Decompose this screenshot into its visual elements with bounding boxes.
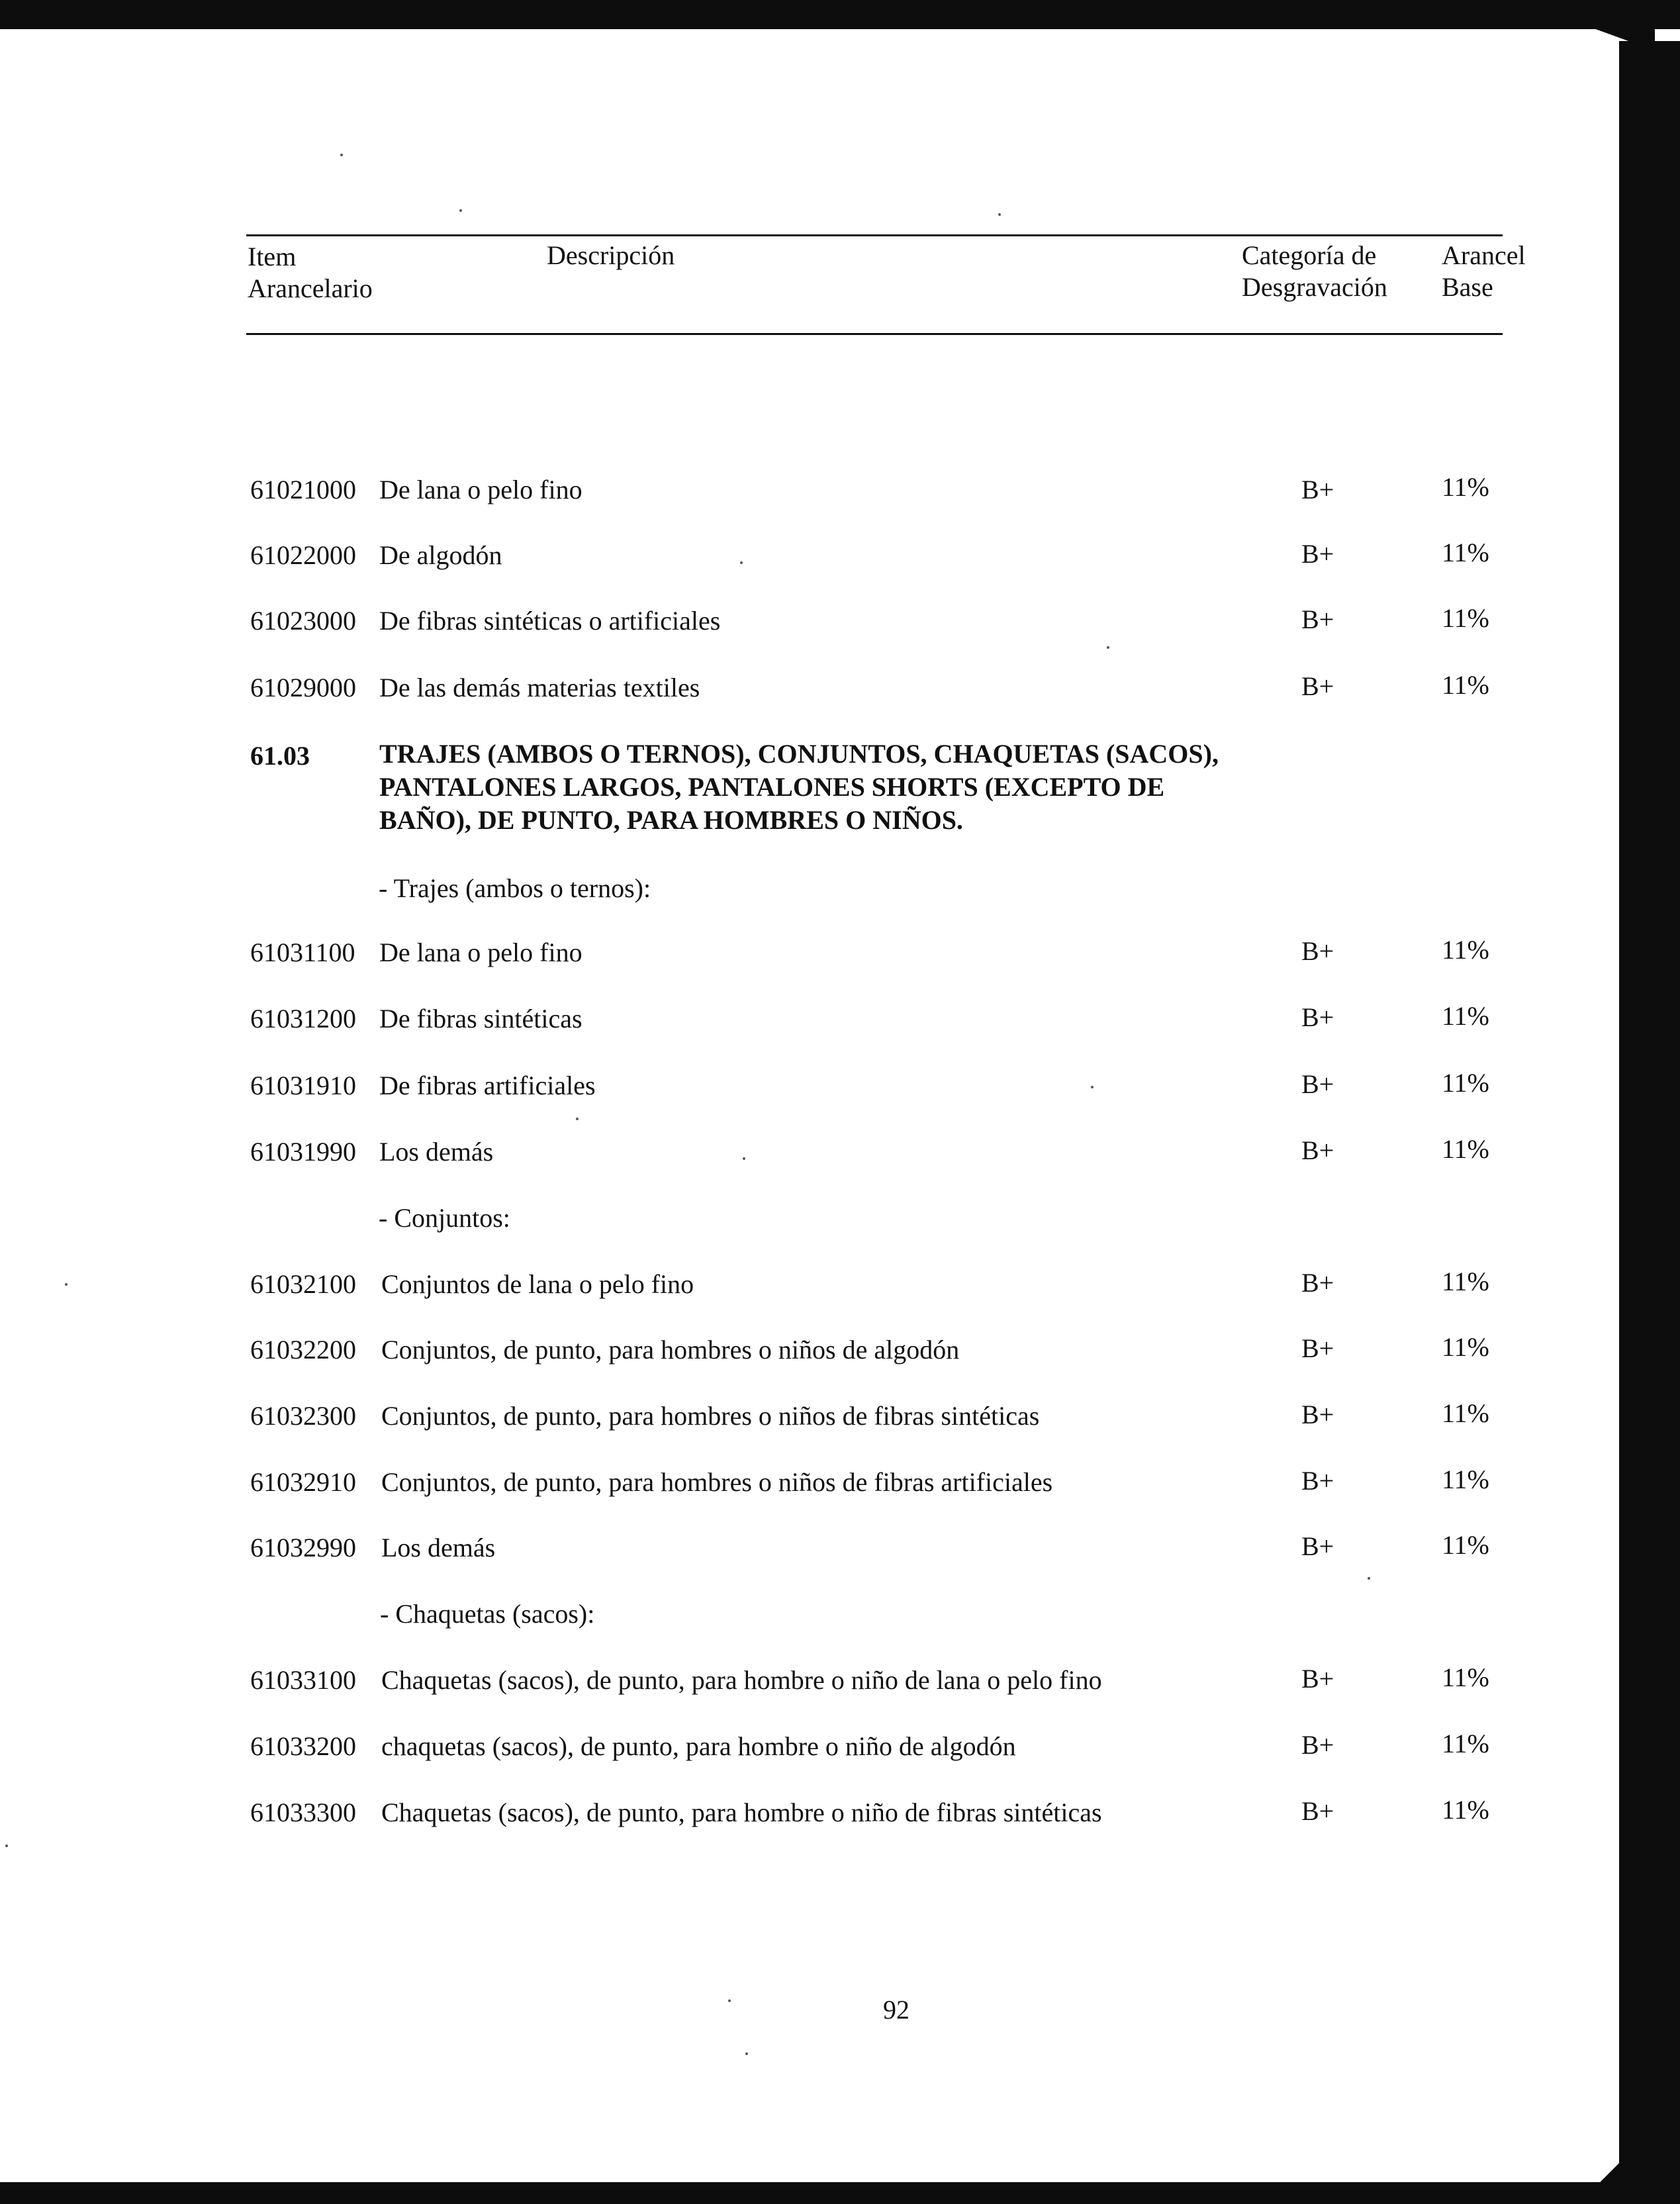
row-rate: 11% — [1442, 1267, 1489, 1296]
scan-border-right — [1619, 41, 1680, 2186]
row-description: De lana o pelo fino — [379, 475, 583, 504]
scan-speck — [1091, 1086, 1094, 1088]
scan-speck — [728, 1999, 731, 2002]
row-code: 61033300 — [250, 1797, 356, 1827]
row-category: B+ — [1301, 1796, 1334, 1826]
row-rate: 11% — [1442, 538, 1489, 567]
row-category: B+ — [1301, 475, 1334, 504]
row-rate: 11% — [1442, 1464, 1489, 1494]
row-code: 61031200 — [250, 1004, 356, 1033]
row-category: B+ — [1301, 936, 1334, 966]
scan-speck — [998, 213, 1001, 216]
row-category: B+ — [1301, 1664, 1334, 1694]
scan-page-curl — [1601, 2135, 1640, 2188]
row-description: De fibras artificiales — [379, 1071, 596, 1100]
scan-speck — [1107, 646, 1109, 649]
row-rate: 11% — [1442, 1001, 1489, 1031]
row-category: B+ — [1301, 1135, 1334, 1165]
row-description: De lana o pelo fino — [379, 937, 583, 967]
row-code: 61021000 — [250, 475, 356, 504]
row-code: 61033100 — [250, 1665, 356, 1695]
row-category: B+ — [1301, 1069, 1334, 1099]
row-description: De las demás materias textiles — [379, 673, 700, 702]
row-category: B+ — [1301, 1268, 1334, 1298]
row-category: B+ — [1301, 671, 1334, 701]
row-description: chaquetas (sacos), de punto, para hombre o niño de algodón — [381, 1731, 1016, 1761]
row-rate: 11% — [1442, 1530, 1489, 1560]
row-description: Los demás — [381, 1533, 496, 1562]
row-rate: 11% — [1442, 603, 1489, 633]
row-description: De algodón — [379, 540, 502, 570]
row-rate: 11% — [1442, 1662, 1489, 1692]
heading-number: 61.03 — [250, 741, 310, 771]
scan-speck — [65, 1283, 68, 1286]
row-rate: 11% — [1442, 670, 1489, 700]
subheading-chaquetas: - Chaquetas (sacos): — [380, 1599, 595, 1629]
row-category: B+ — [1301, 1333, 1334, 1363]
column-header-item: Item Arancelario — [248, 242, 373, 303]
column-header-category: Categoría de Desgravación — [1242, 240, 1387, 302]
row-category: B+ — [1301, 1466, 1334, 1496]
scan-speck — [340, 154, 343, 156]
row-rate: 11% — [1442, 1068, 1489, 1098]
row-description: Conjuntos de lana o pelo fino — [381, 1269, 694, 1299]
row-category: B+ — [1301, 539, 1334, 569]
page-number: 92 — [883, 1995, 910, 2025]
row-code: 61031100 — [250, 937, 355, 967]
scan-speck — [745, 2052, 748, 2055]
column-header-base-rate: Arancel Base — [1442, 240, 1526, 302]
row-rate: 11% — [1442, 472, 1489, 502]
row-description: Conjuntos, de punto, para hombres o niños de fibras artificiales — [381, 1467, 1053, 1497]
row-category: B+ — [1301, 1730, 1334, 1760]
row-description: Conjuntos, de punto, para hombres o niños de algodón — [381, 1335, 960, 1365]
subheading-trajes: - Trajes (ambos o ternos): — [379, 873, 651, 903]
header-top-rule — [246, 234, 1503, 236]
scan-speck — [576, 1118, 579, 1120]
header-bottom-rule — [246, 333, 1503, 335]
scan-speck — [743, 1157, 745, 1160]
subheading-conjuntos: - Conjuntos: — [379, 1203, 510, 1233]
row-description: Chaquetas (sacos), de punto, para hombre o niño de fibras sintéticas — [381, 1797, 1102, 1827]
row-rate: 11% — [1442, 1795, 1489, 1825]
row-category: B+ — [1301, 1002, 1334, 1032]
row-code: 61032100 — [250, 1269, 356, 1299]
row-category: B+ — [1301, 604, 1334, 634]
row-description: Los demás — [379, 1137, 494, 1167]
scan-speck — [5, 1845, 8, 1847]
heading-title: TRAJES (AMBOS O TERNOS), CONJUNTOS, CHAQUETAS (SACOS), PANTALONES LARGOS, PANTALONES SHORTS (EXCEPTO DE BAÑO), DE PUNTO, PARA HOMBRES O NIÑOS. — [379, 739, 1219, 835]
row-rate: 11% — [1442, 1332, 1489, 1362]
row-code: 61033200 — [250, 1731, 356, 1761]
row-description: De fibras sintéticas — [379, 1004, 583, 1033]
row-rate: 11% — [1442, 1134, 1489, 1164]
row-category: B+ — [1301, 1531, 1334, 1561]
row-code: 61023000 — [250, 606, 356, 636]
scan-border-bottom — [0, 2182, 1680, 2204]
row-code: 61032200 — [250, 1335, 356, 1365]
row-rate: 11% — [1442, 935, 1489, 965]
scan-border-top — [0, 0, 1680, 29]
row-rate: 11% — [1442, 1398, 1489, 1428]
row-description: Conjuntos, de punto, para hombres o niños de fibras sintéticas — [381, 1401, 1040, 1431]
row-description: De fibras sintéticas o artificiales — [379, 606, 721, 636]
row-code: 61032300 — [250, 1401, 356, 1431]
row-code: 61032910 — [250, 1467, 356, 1497]
row-code: 61029000 — [250, 673, 356, 702]
row-code: 61031910 — [250, 1071, 356, 1100]
row-rate: 11% — [1442, 1729, 1489, 1758]
row-code: 61022000 — [250, 540, 356, 570]
row-code: 61032990 — [250, 1533, 356, 1562]
scan-speck — [459, 209, 462, 212]
scan-speck — [1368, 1577, 1370, 1580]
row-code: 61031990 — [250, 1137, 356, 1167]
scan-speck — [740, 561, 743, 564]
column-header-description: Descripción — [547, 240, 675, 270]
row-category: B+ — [1301, 1400, 1334, 1429]
row-description: Chaquetas (sacos), de punto, para hombre o niño de lana o pelo fino — [381, 1665, 1102, 1695]
